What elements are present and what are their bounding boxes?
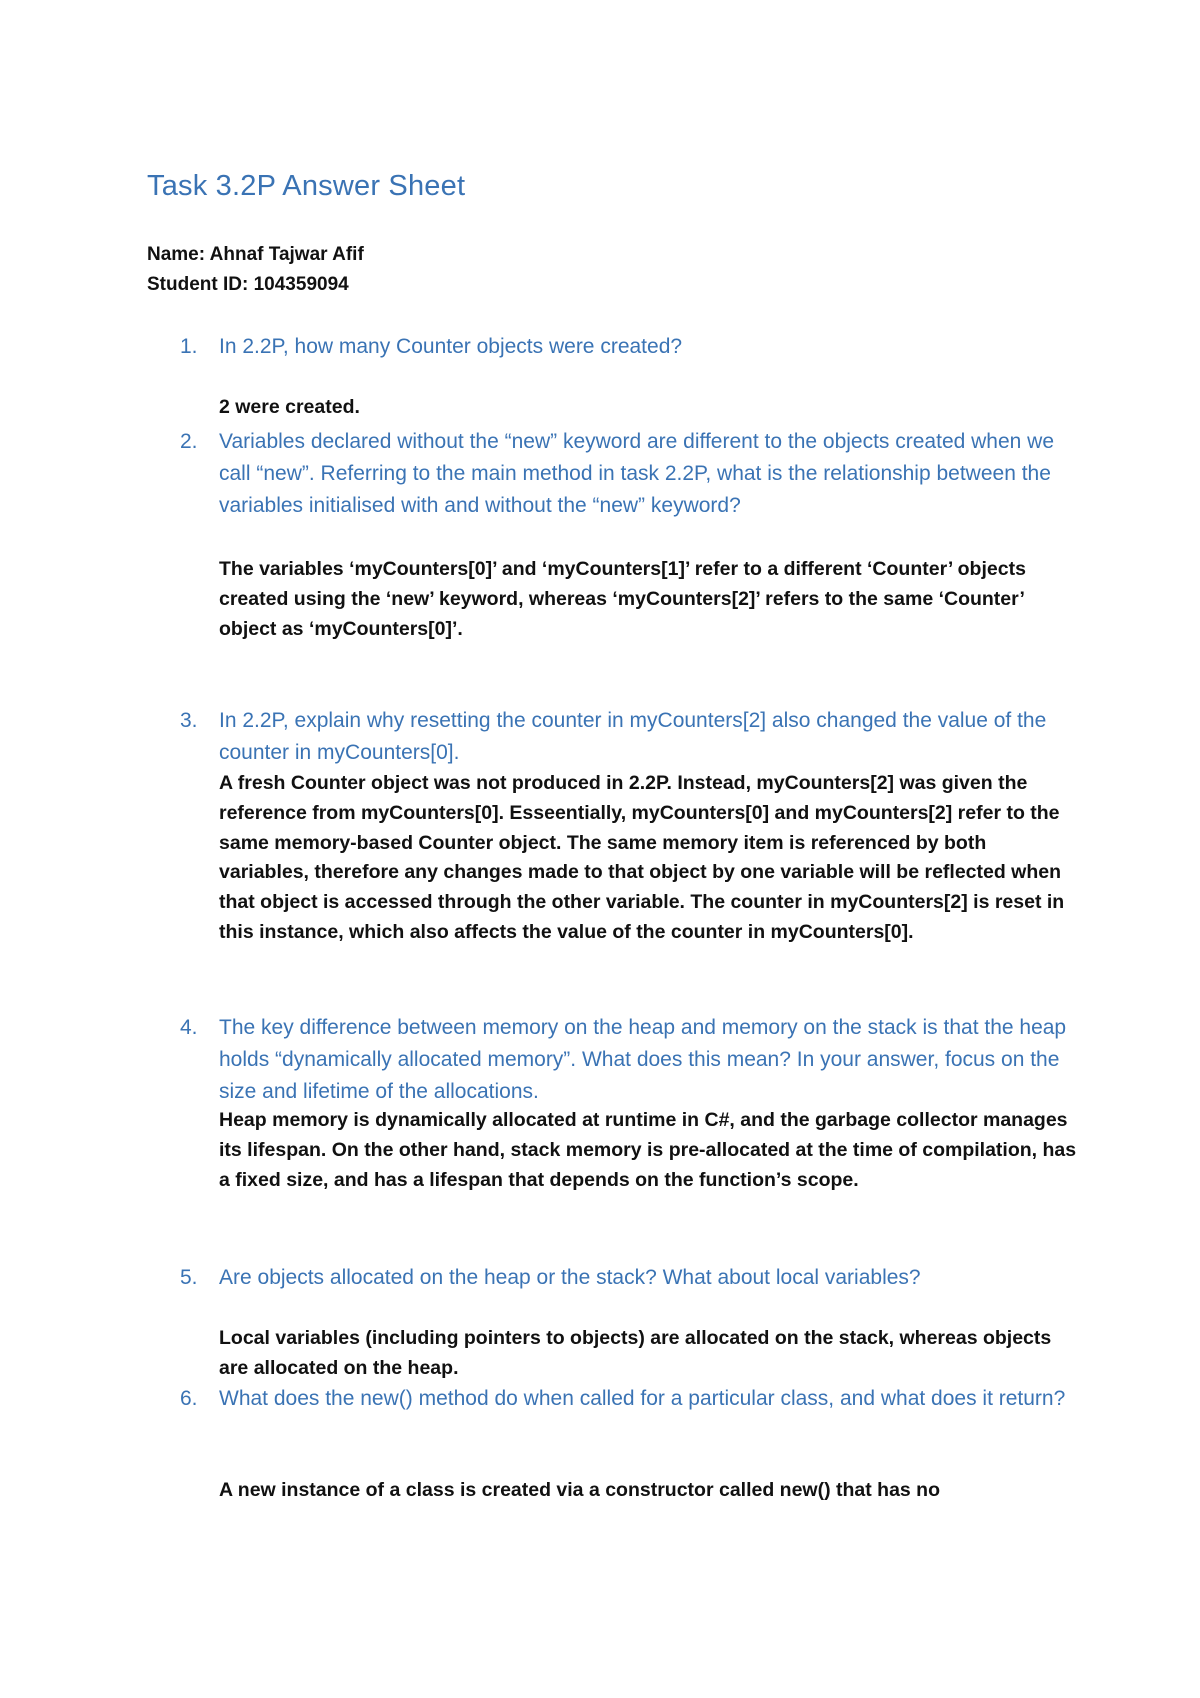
question-text: What does the new() method do when called for a particular class, and what does it return? — [219, 1387, 1066, 1410]
student-id-line — [147, 270, 364, 300]
question-number: 1. — [180, 335, 198, 358]
answer-4: Heap memory is dynamically allocated at runtime in C#, and the garbage collector manages its lifespan. On the other hand, stack memory is pre-allocated at the time of compilation, has a fixed size, and has a lifespan that depends on the function’s scope. — [219, 1109, 1077, 1191]
question-text: Variables declared without the “new” keyword are different to the objects created when we call “new”. Referring to the main method in task 2.2P, what is the relationship between the variables initialised with and without the “new” keyword? — [219, 430, 1055, 517]
question-number: 2. — [180, 430, 198, 453]
answer-1: 2 were created. — [219, 396, 360, 418]
answer-3: A fresh Counter object was not produced in 2.2P. Instead, myCounters[2] was given the reference from myCounters[0]. Esseentially, myCounters[0] and myCounters[2] refer to the same memory-based Counter object. The same memory item is referenced by both variables, therefore any changes made to that object by one variable will be reflected when that object is accessed through the other variable. The counter in myCounters[2] is reset in this instance, which also affects the value of the counter in myCounters[0]. — [219, 772, 1065, 943]
answer-6: A new instance of a class is created via a constructor called new() that has no — [219, 1479, 941, 1501]
student-id: 104359094 — [253, 274, 349, 295]
question-number: 6. — [180, 1387, 198, 1410]
name-line — [147, 240, 364, 270]
question-text: The key difference between memory on the heap and memory on the stack is that the heap holds “dynamically allocated memory”. What does this mean? In your answer, focus on the size and lifetime of the allocations. — [219, 1016, 1067, 1103]
question-number: 3. — [180, 709, 198, 732]
question-text: In 2.2P, explain why resetting the counter in myCounters[2] also changed the value of the counter in myCounters[0]. — [219, 709, 1047, 764]
document-title: Task 3.2P Answer Sheet — [147, 170, 466, 202]
student-info — [147, 240, 364, 300]
question-number: 5. — [180, 1266, 198, 1289]
answer-5: Local variables (including pointers to objects) are allocated on the stack, whereas objects are allocated on the heap. — [219, 1327, 1052, 1379]
student-id-label: Student ID: — [147, 274, 249, 295]
student-name: Ahnaf Tajwar Afif — [209, 244, 364, 265]
answer-2: The variables ‘myCounters[0]’ and ‘myCounters[1]’ refer to a different ‘Counter’ objects created using the ‘new’ keyword, whereas ‘myCounters[2]’ refers to the same ‘Counter’ object as ‘myCounters[0]’. — [219, 558, 1026, 640]
name-label: Name: — [147, 244, 206, 265]
question-text: Are objects allocated on the heap or the stack? What about local variables? — [219, 1266, 921, 1289]
question-number: 4. — [180, 1016, 198, 1039]
question-text: In 2.2P, how many Counter objects were created? — [219, 335, 683, 358]
